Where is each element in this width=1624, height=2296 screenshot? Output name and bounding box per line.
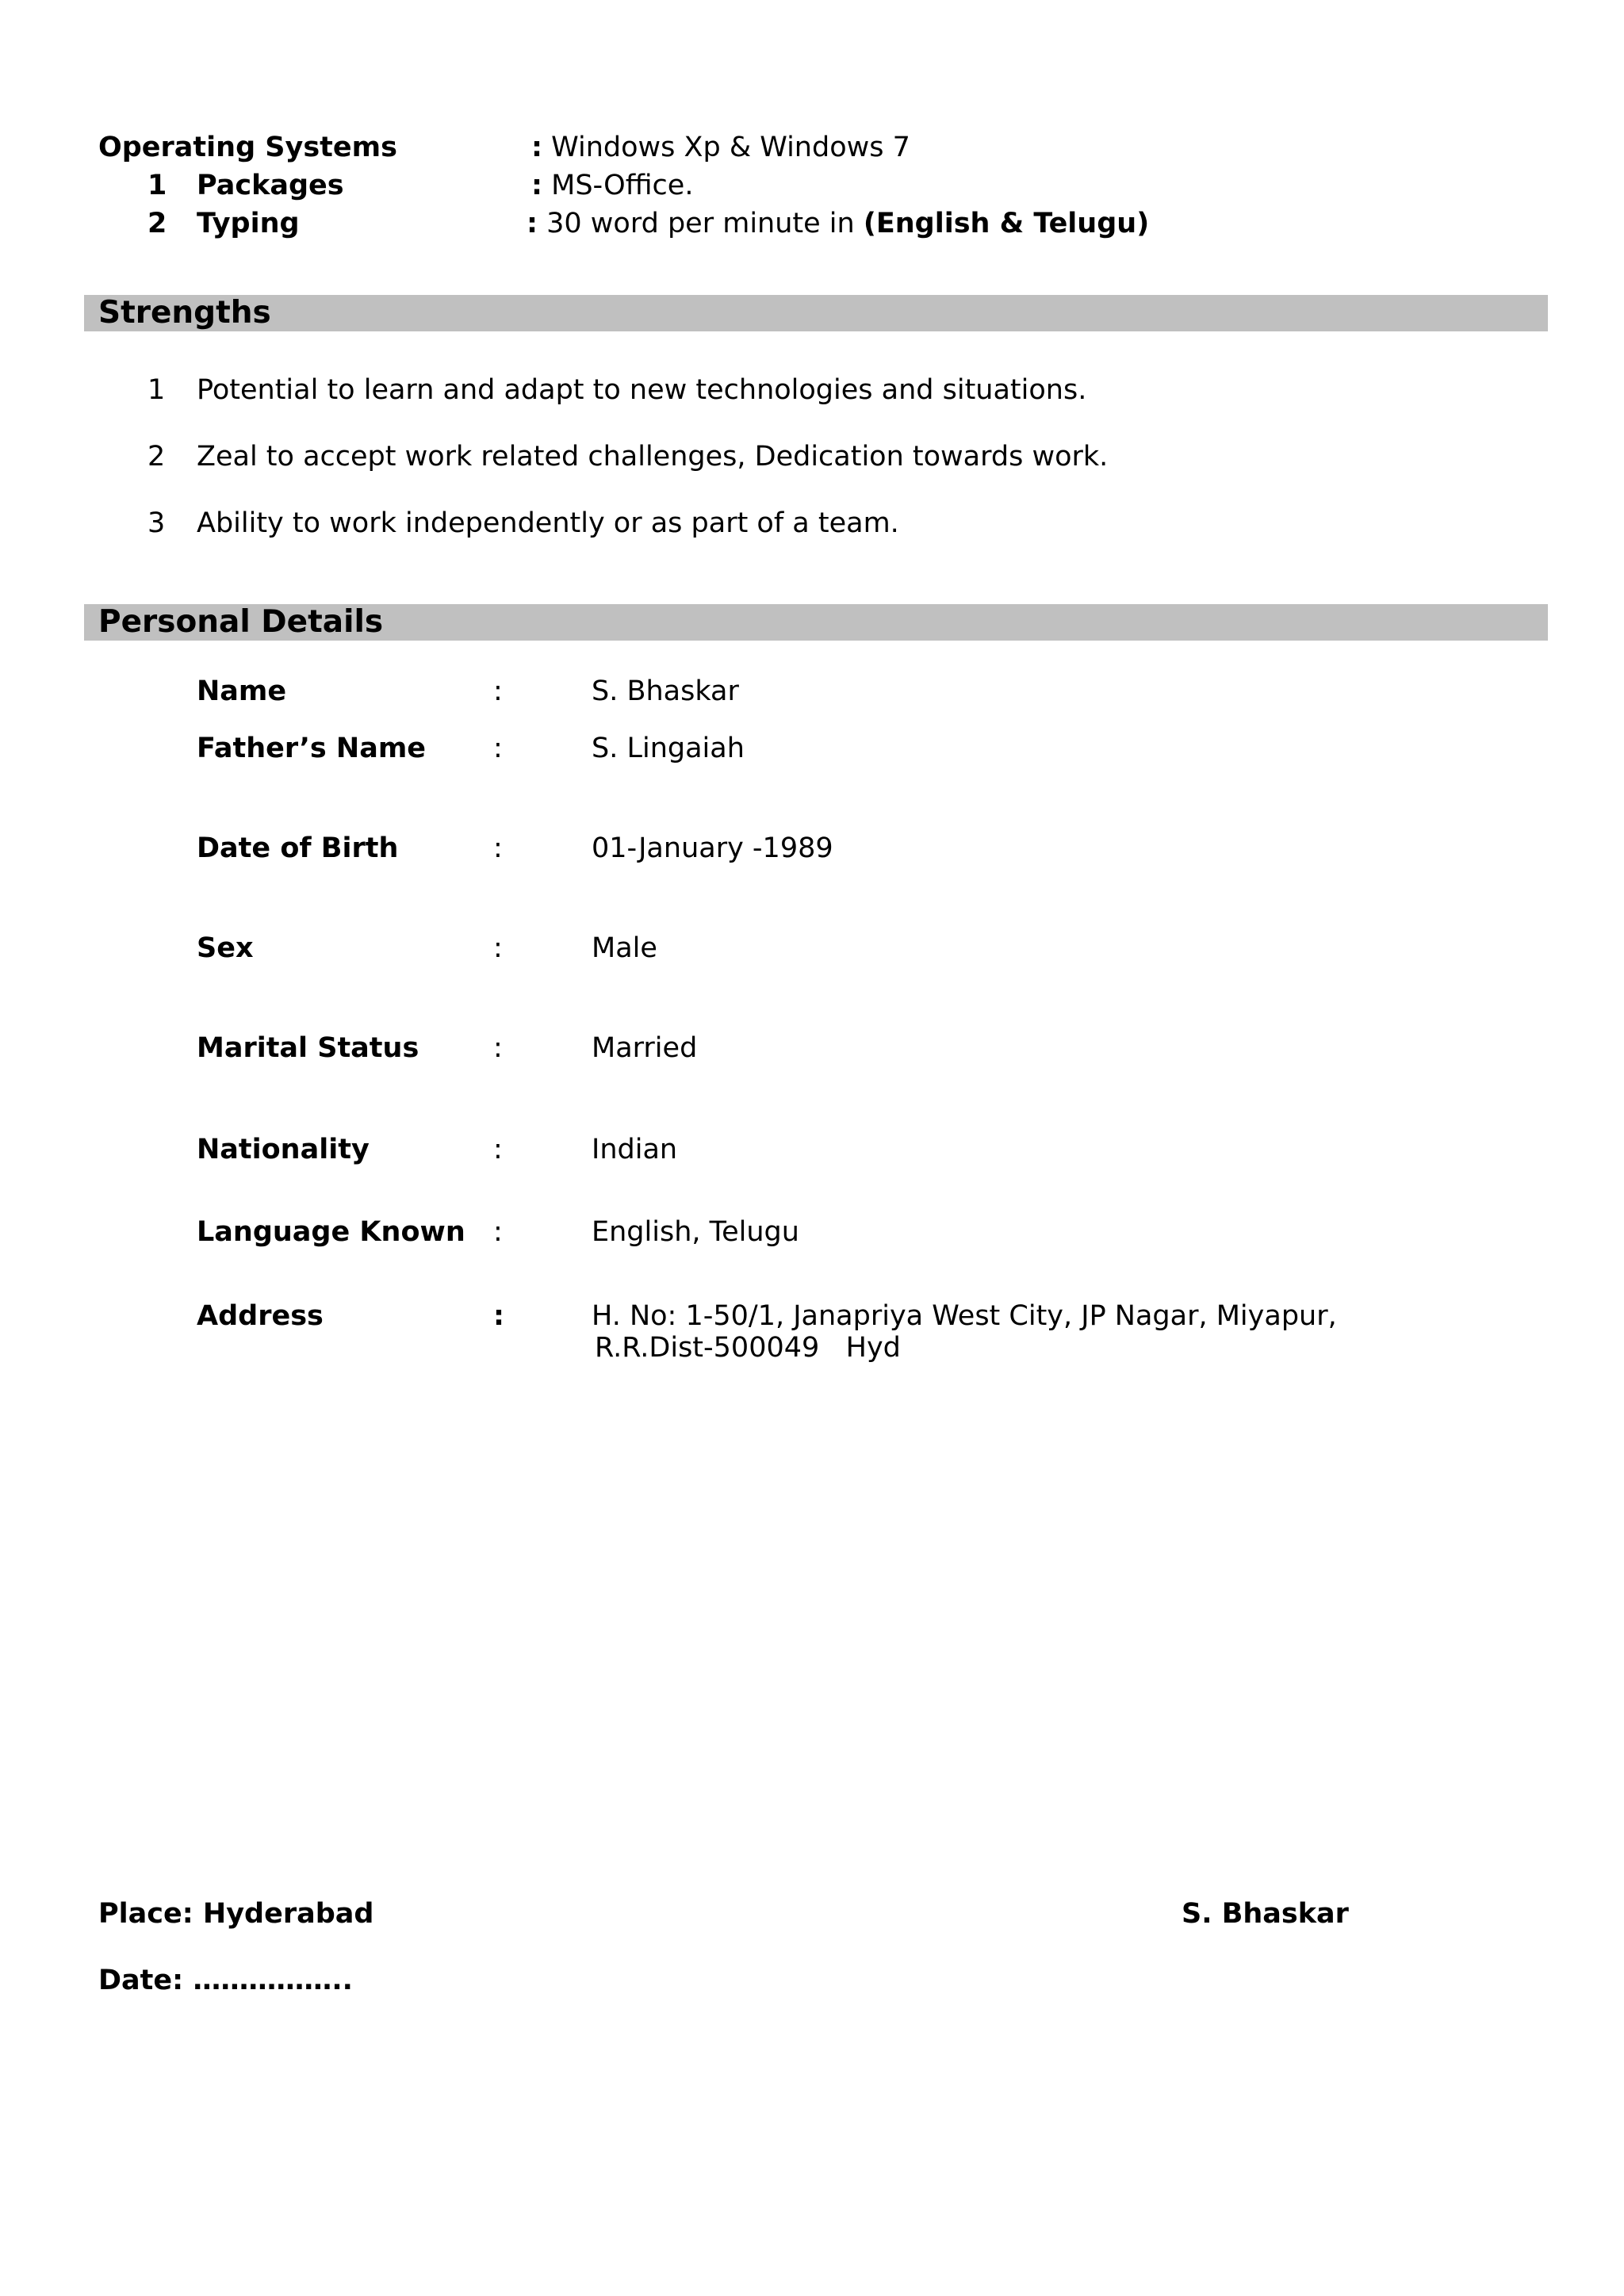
skill-label-typing: Typing xyxy=(197,208,300,239)
colon: : xyxy=(493,1032,503,1064)
colon: : xyxy=(493,1300,504,1332)
skill-label-operating-systems: Operating Systems xyxy=(98,132,397,163)
skill-number: 2 xyxy=(147,208,167,239)
strength-item: Potential to learn and adapt to new technologies and situations. xyxy=(197,374,1087,406)
strength-number: 2 xyxy=(147,441,166,473)
colon: : xyxy=(493,675,503,707)
colon: : xyxy=(531,170,542,201)
section-title: Personal Details xyxy=(98,604,384,640)
colon: : xyxy=(531,132,542,163)
detail-value-sex: Male xyxy=(592,932,657,964)
strength-number: 1 xyxy=(147,374,166,406)
skill-value-text: Windows Xp & Windows 7 xyxy=(551,132,910,163)
place: Place: Hyderabad xyxy=(98,1898,374,1930)
colon: : xyxy=(493,733,503,764)
skill-value-text: 30 word per minute in xyxy=(546,208,864,239)
detail-value-marital-status: Married xyxy=(592,1032,698,1064)
section-title: Strengths xyxy=(98,295,271,331)
detail-label-fathers-name: Father’s Name xyxy=(197,733,427,764)
section-bar-personal-details xyxy=(84,604,1548,641)
detail-value-address: H. No: 1-50/1, Janapriya West City, JP Nagar, Miyapur, xyxy=(592,1300,1337,1332)
detail-label-date-of-birth: Date of Birth xyxy=(197,832,399,864)
colon: : xyxy=(493,1216,503,1248)
detail-label-language-known: Language Known xyxy=(197,1216,465,1248)
skill-number: 1 xyxy=(147,170,167,201)
colon: : xyxy=(493,932,503,964)
date: Date: …………….. xyxy=(98,1965,353,1996)
detail-label-marital-status: Marital Status xyxy=(197,1032,419,1064)
colon: : xyxy=(493,832,503,864)
detail-label-address: Address xyxy=(197,1300,324,1332)
strength-item: Zeal to accept work related challenges, Dedication towards work. xyxy=(197,441,1109,473)
skill-value-text: MS-Office. xyxy=(551,170,694,201)
detail-label-nationality: Nationality xyxy=(197,1134,370,1165)
skill-value-operating-systems xyxy=(531,130,910,165)
detail-value-address-line2: R.R.Dist-500049 Hyd xyxy=(595,1332,901,1364)
strength-number: 3 xyxy=(147,507,166,539)
detail-value-language-known: English, Telugu xyxy=(592,1216,799,1248)
skill-value-typing xyxy=(527,206,1149,241)
signature-name: S. Bhaskar xyxy=(1182,1898,1349,1930)
section-bar-strengths xyxy=(84,295,1548,331)
detail-label-sex: Sex xyxy=(197,932,254,964)
colon: : xyxy=(527,208,538,239)
detail-value-nationality: Indian xyxy=(592,1134,678,1165)
skill-label-packages: Packages xyxy=(197,170,344,201)
detail-value-date-of-birth: 01-January -1989 xyxy=(592,832,833,864)
detail-label-name: Name xyxy=(197,675,287,707)
colon: : xyxy=(493,1134,503,1165)
skill-value-emphasis: (English & Telugu) xyxy=(863,208,1150,239)
detail-value-fathers-name: S. Lingaiah xyxy=(592,733,745,764)
detail-value-name: S. Bhaskar xyxy=(592,675,739,707)
strength-item: Ability to work independently or as part of a team. xyxy=(197,507,899,539)
skill-value-packages xyxy=(531,168,693,203)
